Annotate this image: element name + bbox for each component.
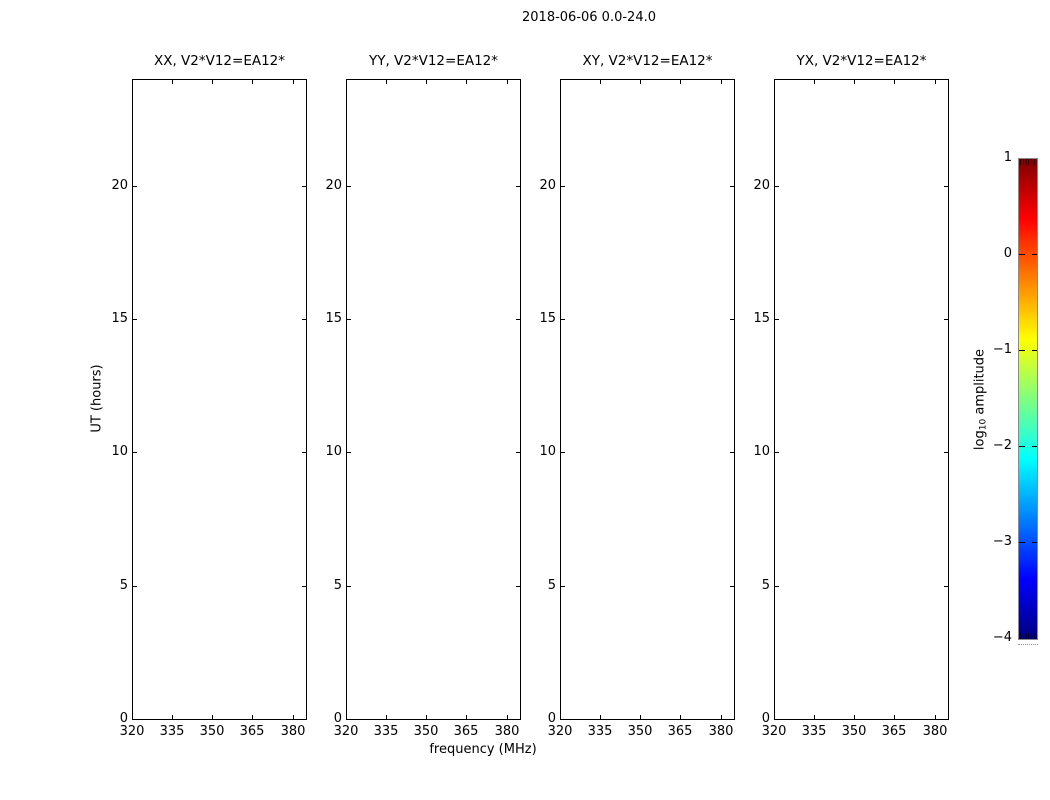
colorbar-tick-right bbox=[1032, 350, 1037, 351]
x-tick-mark-top bbox=[212, 80, 213, 84]
colorbar-tick-label: 0 bbox=[1003, 246, 1012, 261]
y-tick-label: 20 bbox=[111, 178, 128, 193]
x-tick-label: 320 bbox=[761, 724, 787, 739]
y-tick-label: 10 bbox=[325, 444, 342, 459]
x-tick-mark-bottom bbox=[600, 715, 601, 719]
y-tick-label: 20 bbox=[753, 178, 770, 193]
colorbar-label-subscript: 10 bbox=[978, 418, 989, 431]
x-tick-mark-bottom bbox=[386, 715, 387, 719]
x-tick-mark-bottom bbox=[172, 715, 173, 719]
x-tick-label: 320 bbox=[547, 724, 573, 739]
y-tick-label: 10 bbox=[539, 444, 556, 459]
x-tick-label: 380 bbox=[708, 724, 734, 739]
x-tick-mark-top bbox=[814, 80, 815, 84]
y-tick-mark-left bbox=[133, 186, 137, 187]
colorbar-tick-label: −3 bbox=[992, 534, 1012, 549]
colorbar-minor-tick-bottom bbox=[1034, 633, 1035, 639]
colorbar-tick-left bbox=[1019, 254, 1025, 255]
colorbar-minor-tick-top bbox=[1028, 159, 1029, 165]
y-tick-label: 15 bbox=[325, 311, 342, 326]
y-tick-mark-right bbox=[944, 586, 948, 587]
y-axis-label: UT (hours) bbox=[89, 364, 105, 433]
subplot-panel bbox=[346, 79, 521, 720]
colorbar-tick-left bbox=[1019, 542, 1025, 543]
y-tick-label: 5 bbox=[547, 578, 556, 593]
y-tick-label: 0 bbox=[119, 711, 128, 726]
colorbar-minor-tick-top bbox=[1034, 159, 1035, 165]
y-tick-mark-left bbox=[775, 586, 779, 587]
y-tick-label: 0 bbox=[333, 711, 342, 726]
colorbar-label-prefix: log bbox=[972, 430, 988, 451]
colorbar-minor-tick-top bbox=[1031, 159, 1032, 165]
subplot-title: YX, V2*V12=EA12* bbox=[796, 53, 927, 69]
x-tick-mark-bottom bbox=[935, 715, 936, 719]
y-tick-mark-left bbox=[775, 452, 779, 453]
x-tick-label: 350 bbox=[413, 724, 439, 739]
y-tick-label: 15 bbox=[111, 311, 128, 326]
y-tick-label: 20 bbox=[539, 178, 556, 193]
colorbar-tick-right bbox=[1032, 446, 1037, 447]
x-tick-label: 350 bbox=[627, 724, 653, 739]
y-tick-mark-left bbox=[775, 186, 779, 187]
x-tick-mark-top bbox=[466, 80, 467, 84]
subplot-title: XX, V2*V12=EA12* bbox=[153, 53, 286, 69]
y-tick-mark-left bbox=[133, 586, 137, 587]
x-tick-mark-bottom bbox=[426, 715, 427, 719]
y-tick-mark-left bbox=[347, 319, 351, 320]
subplot-panel bbox=[774, 79, 949, 720]
x-tick-mark-bottom bbox=[507, 715, 508, 719]
y-tick-mark-left bbox=[561, 319, 565, 320]
x-tick-mark-top bbox=[426, 80, 427, 84]
x-tick-mark-bottom bbox=[894, 715, 895, 719]
colorbar-minor-tick-bottom bbox=[1031, 633, 1032, 639]
y-tick-mark-left bbox=[133, 319, 137, 320]
x-tick-label: 335 bbox=[801, 724, 827, 739]
y-tick-label: 0 bbox=[761, 711, 770, 726]
x-tick-label: 365 bbox=[239, 724, 265, 739]
x-tick-mark-top bbox=[854, 80, 855, 84]
x-tick-label: 380 bbox=[922, 724, 948, 739]
colorbar-tick-right bbox=[1032, 254, 1037, 255]
colorbar-tick-left bbox=[1019, 446, 1025, 447]
x-tick-mark-bottom bbox=[814, 715, 815, 719]
colorbar-minor-tick-bottom bbox=[1028, 633, 1029, 639]
colorbar-tick-left bbox=[1019, 350, 1025, 351]
y-tick-mark-left bbox=[347, 186, 351, 187]
colorbar-tick-label: −2 bbox=[992, 438, 1012, 453]
subplot-title: XY, V2*V12=EA12* bbox=[582, 53, 713, 69]
y-tick-mark-left bbox=[775, 319, 779, 320]
y-tick-mark-left bbox=[347, 452, 351, 453]
x-tick-label: 380 bbox=[494, 724, 520, 739]
colorbar-minor-tick-top bbox=[1023, 159, 1024, 165]
x-tick-label: 320 bbox=[119, 724, 145, 739]
x-tick-mark-bottom bbox=[466, 715, 467, 719]
y-tick-label: 5 bbox=[333, 578, 342, 593]
y-tick-label: 15 bbox=[539, 311, 556, 326]
y-tick-label: 5 bbox=[761, 578, 770, 593]
colorbar-minor-tick-bottom bbox=[1020, 633, 1021, 639]
colorbar-minor-tick-bottom bbox=[1023, 633, 1024, 639]
y-tick-label: 20 bbox=[325, 178, 342, 193]
x-tick-label: 335 bbox=[159, 724, 185, 739]
x-tick-mark-bottom bbox=[212, 715, 213, 719]
y-tick-label: 10 bbox=[111, 444, 128, 459]
y-tick-label: 10 bbox=[753, 444, 770, 459]
x-tick-label: 335 bbox=[373, 724, 399, 739]
y-tick-label: 5 bbox=[119, 578, 128, 593]
colorbar-minor-tick-top bbox=[1020, 159, 1021, 165]
x-tick-label: 365 bbox=[667, 724, 693, 739]
x-tick-mark-top bbox=[640, 80, 641, 84]
x-tick-label: 335 bbox=[587, 724, 613, 739]
y-tick-mark-right bbox=[944, 452, 948, 453]
y-tick-mark-left bbox=[133, 452, 137, 453]
colorbar-minor-tick-bottom bbox=[1026, 633, 1027, 639]
colorbar-minor-tick-top bbox=[1026, 159, 1027, 165]
x-tick-label: 365 bbox=[881, 724, 907, 739]
colorbar-tick-label: −4 bbox=[992, 630, 1012, 645]
colorbar-label-suffix: amplitude bbox=[972, 348, 988, 419]
x-tick-label: 365 bbox=[453, 724, 479, 739]
x-tick-label: 380 bbox=[280, 724, 306, 739]
colorbar-bottom-dotted-line bbox=[1018, 644, 1038, 645]
x-tick-mark-bottom bbox=[721, 715, 722, 719]
x-tick-mark-top bbox=[172, 80, 173, 84]
x-axis-label: frequency (MHz) bbox=[429, 742, 537, 757]
y-tick-label: 15 bbox=[753, 311, 770, 326]
y-tick-mark-left bbox=[561, 452, 565, 453]
colorbar-axis-label bbox=[973, 320, 988, 480]
x-tick-mark-top bbox=[386, 80, 387, 84]
y-tick-mark-left bbox=[561, 186, 565, 187]
y-tick-mark-right bbox=[944, 186, 948, 187]
y-tick-mark-left bbox=[561, 586, 565, 587]
x-tick-label: 320 bbox=[333, 724, 359, 739]
y-tick-label: 0 bbox=[547, 711, 556, 726]
x-tick-mark-top bbox=[894, 80, 895, 84]
x-tick-mark-bottom bbox=[854, 715, 855, 719]
figure-title: 2018-06-06 0.0-24.0 bbox=[522, 10, 656, 25]
subplot-panel bbox=[132, 79, 307, 720]
colorbar-tick-right bbox=[1032, 542, 1037, 543]
y-tick-mark-left bbox=[347, 586, 351, 587]
x-tick-label: 350 bbox=[199, 724, 225, 739]
x-tick-mark-top bbox=[680, 80, 681, 84]
x-tick-mark-bottom bbox=[680, 715, 681, 719]
subplot-panel bbox=[560, 79, 735, 720]
x-tick-mark-top bbox=[935, 80, 936, 84]
x-tick-mark-top bbox=[721, 80, 722, 84]
colorbar bbox=[1018, 158, 1038, 640]
colorbar-tick-label: 1 bbox=[1003, 150, 1012, 165]
x-tick-mark-bottom bbox=[293, 715, 294, 719]
colorbar-tick-label: −1 bbox=[992, 342, 1012, 357]
subplot-title: YY, V2*V12=EA12* bbox=[368, 53, 499, 69]
y-tick-mark-right bbox=[944, 319, 948, 320]
x-tick-mark-bottom bbox=[640, 715, 641, 719]
x-tick-mark-bottom bbox=[252, 715, 253, 719]
x-tick-mark-top bbox=[507, 80, 508, 84]
x-tick-mark-top bbox=[293, 80, 294, 84]
x-tick-mark-top bbox=[600, 80, 601, 84]
x-tick-label: 350 bbox=[841, 724, 867, 739]
x-tick-mark-top bbox=[252, 80, 253, 84]
